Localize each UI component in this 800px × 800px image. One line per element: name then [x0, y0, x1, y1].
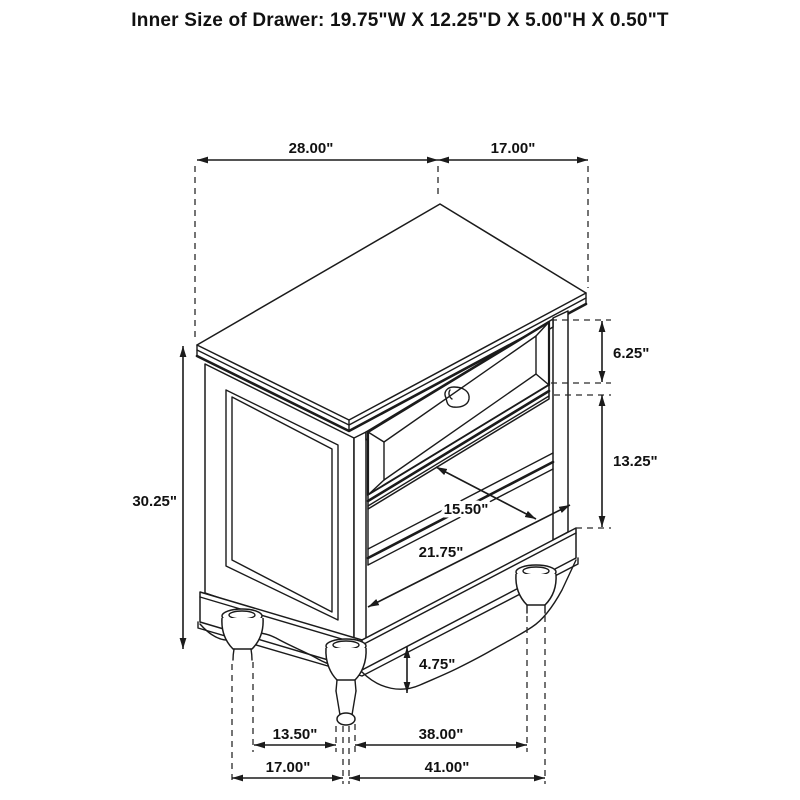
left-leg	[222, 609, 263, 660]
dim-label-top-width: 17.00"	[490, 140, 536, 157]
front-left-post	[354, 432, 366, 644]
nightstand-drawing	[197, 204, 586, 725]
dim-label-leg-height: 4.75"	[419, 656, 456, 673]
dim-label-front-leg-span: 41.00"	[424, 759, 470, 776]
dim-label-front-leg-gap: 38.00"	[418, 726, 464, 743]
dim-label-opening-height: 13.25"	[613, 453, 658, 470]
front-right-post	[553, 311, 568, 540]
dim-label-drawer-height: 6.25"	[613, 345, 650, 362]
dim-label-side-leg-gap: 13.50"	[272, 726, 318, 743]
diagram-title: Inner Size of Drawer: 19.75"W X 12.25"D X 5.00"H X 0.50"T	[131, 10, 669, 31]
dim-label-side-leg-span: 17.00"	[265, 759, 311, 776]
dim-label-top-depth: 28.00"	[288, 140, 334, 157]
dim-label-shelf-depth: 15.50"	[443, 501, 489, 518]
dim-label-shelf-width: 21.75"	[418, 544, 464, 561]
right-leg	[516, 565, 556, 613]
dim-label-height: 30.25"	[132, 493, 177, 510]
front-leg	[326, 639, 366, 725]
